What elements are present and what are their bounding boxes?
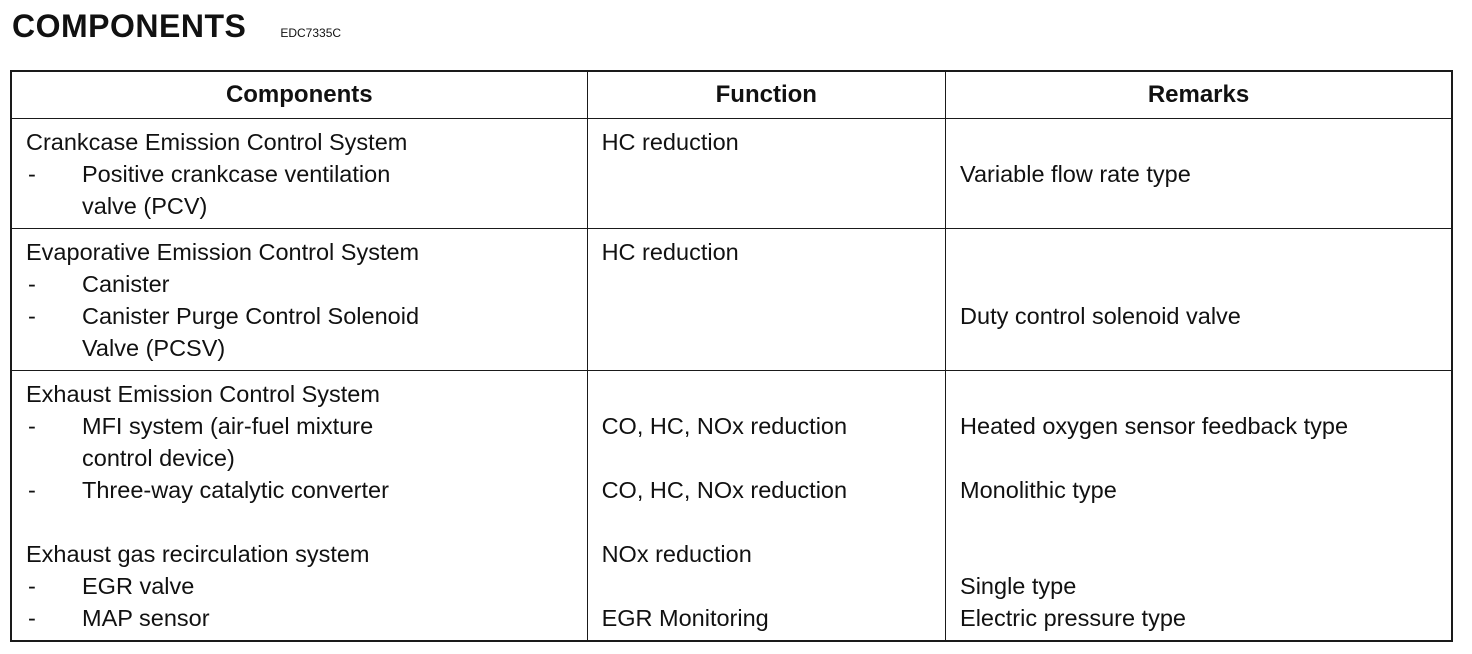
- component-name: EGR valve: [82, 573, 195, 599]
- component-name-continued: control device): [82, 445, 235, 471]
- component-item: [26, 570, 575, 602]
- header-function: Function: [587, 71, 945, 119]
- component-item: [26, 268, 575, 300]
- components-cell: [11, 371, 587, 642]
- dash-marker: -: [28, 573, 36, 599]
- component-item: [26, 158, 575, 190]
- function-text: [602, 332, 933, 364]
- remark-text: [960, 236, 1439, 268]
- remark-text: [960, 442, 1439, 474]
- table-header-row: [11, 71, 1452, 119]
- component-name-continued: valve (PCV): [82, 193, 208, 219]
- header-components: Components: [11, 71, 587, 119]
- remark-text: Duty control solenoid valve: [960, 303, 1241, 329]
- remark-text: [960, 378, 1439, 410]
- function-cell: [587, 371, 945, 642]
- function-text: CO, HC, NOx reduction: [601, 477, 848, 503]
- function-text: EGR Monitoring: [601, 605, 769, 631]
- table-row: [11, 371, 1452, 642]
- component-name: Canister: [82, 271, 170, 297]
- components-cell: [11, 119, 587, 229]
- component-name: Three-way catalytic converter: [82, 477, 389, 503]
- function-text: CO, HC, NOx reduction: [601, 413, 848, 439]
- component-item: [26, 410, 575, 442]
- remark-text: Electric pressure type: [960, 605, 1186, 631]
- function-text: HC reduction: [601, 239, 739, 265]
- component-name: Positive crankcase ventilation: [82, 161, 391, 187]
- function-cell: [587, 229, 945, 371]
- component-item: [26, 300, 575, 332]
- component-name: MFI system (air-fuel mixture: [82, 413, 374, 439]
- dash-marker: -: [28, 605, 36, 631]
- function-text: NOx reduction: [601, 541, 752, 567]
- function-text: HC reduction: [601, 129, 739, 155]
- remarks-cell: [946, 119, 1452, 229]
- dash-marker: -: [28, 271, 36, 297]
- remark-text: Heated oxygen sensor feedback type: [960, 413, 1349, 439]
- remarks-cell: [946, 229, 1452, 371]
- remark-text: Single type: [960, 573, 1077, 599]
- function-cell: [587, 119, 945, 229]
- remark-text: Variable flow rate type: [960, 161, 1191, 187]
- function-text: [602, 378, 933, 410]
- spacer-line: [26, 506, 575, 538]
- function-text: [602, 268, 933, 300]
- remark-text: [960, 126, 1439, 158]
- component-item: [26, 474, 575, 506]
- dash-marker: -: [28, 413, 36, 439]
- function-text: [602, 300, 933, 332]
- page-header: [12, 8, 341, 48]
- function-text: [602, 190, 933, 222]
- header-remarks: Remarks: [946, 71, 1452, 119]
- dash-marker: -: [28, 303, 36, 329]
- remark-text: [960, 506, 1439, 538]
- component-name: MAP sensor: [82, 605, 210, 631]
- table-row: [11, 119, 1452, 229]
- remark-text: [960, 190, 1439, 222]
- remark-text: [960, 538, 1439, 570]
- dash-marker: -: [28, 161, 36, 187]
- component-name-continued: Valve (PCSV): [82, 335, 226, 361]
- table-row: [11, 229, 1452, 371]
- system-name: Exhaust Emission Control System: [26, 381, 380, 407]
- function-text: [602, 158, 933, 190]
- components-cell: [11, 229, 587, 371]
- document-code: EDC7335C: [280, 26, 342, 40]
- function-text: [602, 442, 933, 474]
- page-title: COMPONENTS: [12, 8, 247, 44]
- system-name: Crankcase Emission Control System: [26, 129, 408, 155]
- function-text: [602, 570, 933, 602]
- system-name: Exhaust gas recirculation system: [26, 541, 370, 567]
- remark-text: [960, 268, 1439, 300]
- remark-text: [960, 332, 1439, 364]
- system-name: Evaporative Emission Control System: [26, 239, 420, 265]
- component-name: Canister Purge Control Solenoid: [82, 303, 420, 329]
- dash-marker: -: [28, 477, 36, 503]
- function-text: [602, 506, 933, 538]
- component-item: [26, 602, 575, 634]
- components-table: [10, 70, 1453, 642]
- remarks-cell: [946, 371, 1452, 642]
- remark-text: Monolithic type: [960, 477, 1117, 503]
